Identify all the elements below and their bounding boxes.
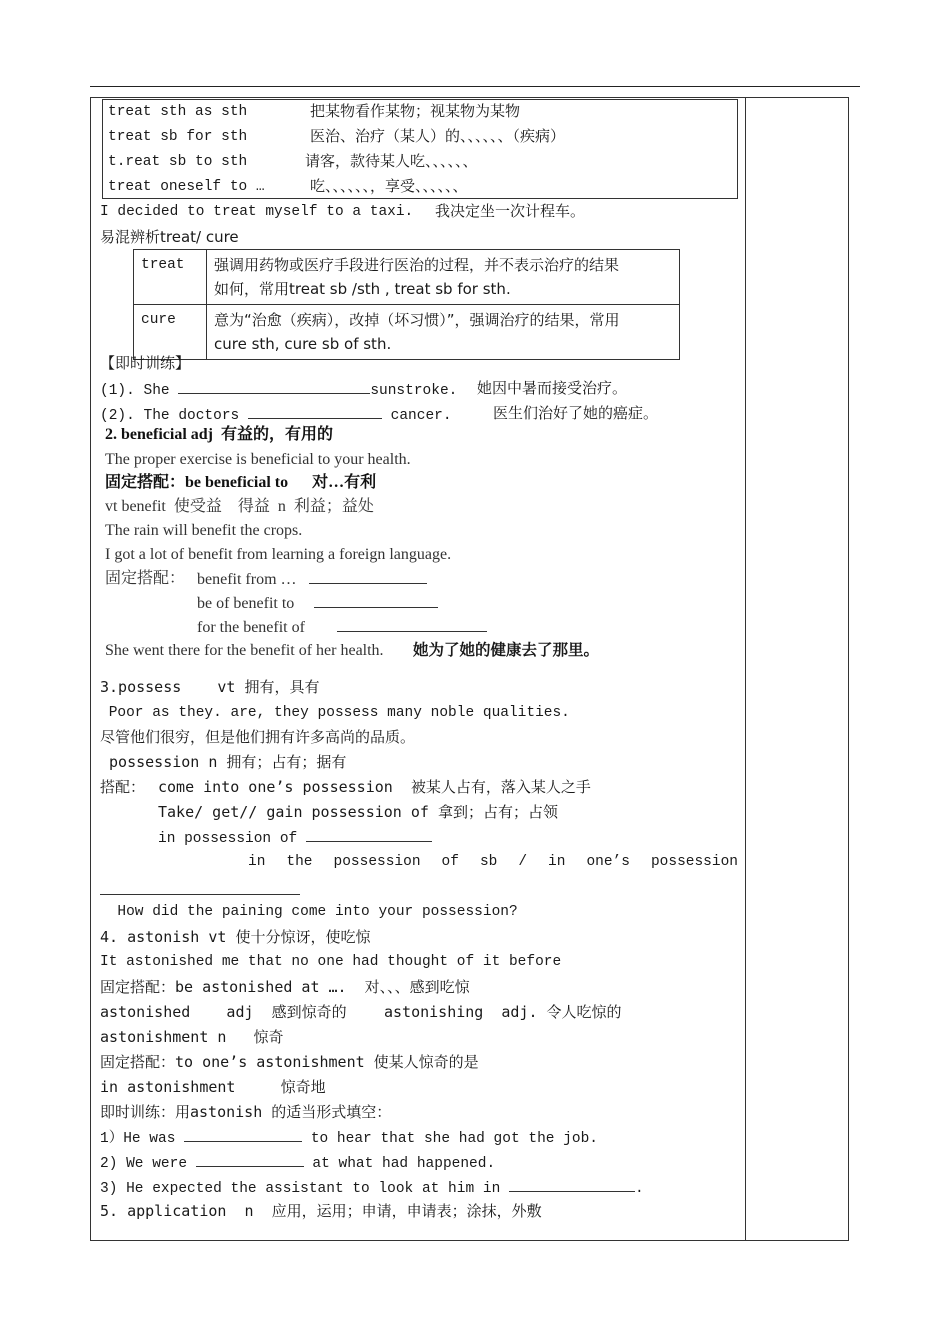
practice-q1-start: (1). She bbox=[100, 383, 170, 399]
astonish-p2-end: at what had happened. bbox=[312, 1156, 496, 1172]
possess-example-cn: 尽管他们很穷，但是他们拥有许多高尚的品质。 bbox=[100, 728, 416, 746]
beneficial-fixed-text: 固定搭配：be beneficial to 对…有利 bbox=[105, 474, 377, 491]
table-row bbox=[134, 250, 680, 305]
practice-q2-cn: 医生们治好了她的癌症。 bbox=[493, 404, 659, 422]
astonish-p2-start: 2) We were bbox=[100, 1156, 188, 1172]
practice-q2 bbox=[100, 404, 452, 426]
benefit-phrase-1 bbox=[197, 569, 427, 591]
possess-example: Poor as they. are, they possess many noble qualities. bbox=[100, 705, 570, 721]
astonish-practice-3 bbox=[100, 1177, 644, 1199]
astonish-practice-heading: 即时训练：用astonish 的适当形式填空： bbox=[100, 1103, 392, 1121]
answer-blank[interactable] bbox=[184, 1127, 302, 1142]
benefit-phrase-1-text: benefit from … bbox=[197, 571, 297, 588]
beneficial-example-4: She went there for the benefit of her health. bbox=[105, 642, 384, 659]
c4-word: in bbox=[248, 854, 266, 870]
astonish-example: It astonished me that no one had thought of it before bbox=[100, 954, 562, 970]
table-desc-treat-line2: 如何，常用treat sb /sth , treat sb for sth. bbox=[214, 280, 511, 298]
beneficial-heading bbox=[105, 425, 333, 447]
astonish-heading: 4. astonish vt 使十分惊讶，使吃惊 bbox=[100, 928, 371, 946]
astonishing-adj: astonishing adj. 令人吃惊的 bbox=[384, 1003, 622, 1021]
answer-blank[interactable] bbox=[196, 1152, 304, 1167]
treat-phrase-2-en: treat sb for sth bbox=[108, 129, 248, 145]
answer-blank[interactable] bbox=[306, 827, 432, 842]
treat-cure-table bbox=[133, 249, 680, 360]
beneficial-heading-text: 2. beneficial adj 有益的，有用的 bbox=[105, 426, 333, 443]
astonish-practice-2 bbox=[100, 1152, 495, 1174]
header-rule bbox=[90, 86, 860, 87]
answer-blank[interactable] bbox=[100, 880, 300, 895]
answer-blank[interactable] bbox=[337, 617, 487, 632]
treat-phrase-4-cn: 吃、、、、、、，享受、、、、、、 bbox=[310, 177, 468, 195]
astonish-p3-end: . bbox=[634, 1181, 644, 1197]
treat-phrase-3-en: t.reat sb to sth bbox=[108, 154, 248, 170]
possess-question: How did the paining come into your possession? bbox=[100, 904, 518, 920]
possess-collocation-1: come into one’s possession 被某人占有，落入某人之手 bbox=[158, 778, 591, 796]
table-desc-treat bbox=[207, 250, 680, 305]
astonish-fixed: 固定搭配：be astonished at …. 对、、、感到吃惊 bbox=[100, 978, 470, 996]
beneficial-example-4-cn: 她为了她的健康去了那里。 bbox=[413, 641, 600, 659]
taxi-example-cn: 我决定坐一次计程车。 bbox=[435, 202, 586, 220]
astonish-p3-start: 3) He expected the assistant to look at him in bbox=[100, 1181, 501, 1197]
c4-word: / bbox=[518, 854, 528, 870]
application-heading: 5. application n 应用，运用；申请，申请表；涂抹，外敷 bbox=[100, 1202, 542, 1220]
answer-blank[interactable] bbox=[314, 593, 438, 608]
c4-word: the bbox=[286, 854, 313, 870]
margin-column-divider bbox=[745, 97, 746, 1241]
astonish-practice-1 bbox=[100, 1127, 598, 1149]
astonish-p1-end: to hear that she had got the job. bbox=[310, 1131, 598, 1147]
practice-q1 bbox=[100, 379, 457, 401]
c4-word: possession bbox=[650, 854, 738, 870]
astonish-fixed-2: 固定搭配：to one’s astonishment 使某人惊奇的是 bbox=[100, 1053, 479, 1071]
treat-phrase-4-en: treat oneself to … bbox=[108, 179, 265, 195]
beneficial-fixed bbox=[105, 473, 376, 495]
benefit-phrase-2 bbox=[197, 593, 438, 615]
possession-noun: possession n 拥有；占有；据有 bbox=[100, 753, 347, 771]
answer-blank[interactable] bbox=[309, 569, 427, 584]
table-desc-treat-line1: 强调用药物或医疗手段进行医治的过程，并不表示治疗的结果 bbox=[214, 256, 620, 274]
taxi-example-en: I decided to treat myself to a taxi. bbox=[100, 204, 414, 220]
answer-blank[interactable] bbox=[509, 1177, 635, 1192]
possess-collocation-4 bbox=[248, 852, 738, 874]
treat-phrase-3-cn: 请客，款待某人吃、、、、、、 bbox=[305, 152, 478, 170]
treat-phrase-2-cn: 医治、治疗（某人）的、、、、、、（疾病） bbox=[310, 127, 566, 145]
table-row bbox=[134, 305, 680, 360]
possess-collocation-3-text: in possession of bbox=[158, 831, 298, 847]
possess-collocation-2: Take/ get// gain possession of 拿到；占有；占领 bbox=[158, 803, 558, 821]
confusion-title: 易混辨析treat/ cure bbox=[100, 228, 239, 246]
table-desc-cure-line1: 意为“治愈（疾病），改掉（坏习惯）”，强调治疗的结果，常用 bbox=[214, 311, 620, 329]
table-desc-cure-line2: cure sth, cure sb of sth. bbox=[214, 335, 392, 353]
c4-word: sb bbox=[479, 854, 498, 870]
practice-heading: 【即时训练】 bbox=[100, 354, 191, 372]
possess-collocation-label: 搭配： bbox=[100, 778, 146, 796]
treat-phrase-1-en: treat sth as sth bbox=[108, 104, 248, 120]
benefit-phrase-3-text: for the benefit of bbox=[197, 619, 305, 636]
benefit-phrase-2-text: be of benefit to bbox=[197, 595, 295, 612]
c4-word: of bbox=[441, 854, 459, 870]
possess-collocation-3 bbox=[158, 827, 432, 849]
possess-heading: 3.possess vt 拥有，具有 bbox=[100, 678, 320, 696]
c4-word: in bbox=[548, 854, 566, 870]
astonish-p1-start: 1）He was bbox=[100, 1131, 176, 1147]
astonishment-noun: astonishment n 惊奇 bbox=[100, 1028, 284, 1046]
benefit-vt: vt benefit 使受益 得益 n 利益；益处 bbox=[105, 498, 374, 515]
practice-q1-end: sunstroke. bbox=[370, 383, 458, 399]
beneficial-example-1: The proper exercise is beneficial to your health. bbox=[105, 451, 411, 468]
practice-q2-start: (2). The doctors bbox=[100, 408, 240, 424]
table-desc-cure bbox=[207, 305, 680, 360]
c4-word: one’s bbox=[586, 854, 630, 870]
answer-blank[interactable] bbox=[178, 379, 370, 394]
table-word-cure: cure bbox=[134, 305, 207, 360]
beneficial-example-2: The rain will benefit the crops. bbox=[105, 522, 303, 539]
benefit-phrase-3 bbox=[197, 617, 487, 639]
beneficial-example-3: I got a lot of benefit from learning a foreign language. bbox=[105, 546, 452, 563]
table-word-treat: treat bbox=[134, 250, 207, 305]
answer-blank[interactable] bbox=[248, 404, 382, 419]
treat-phrase-1-cn: 把某物看作某物；视某物为某物 bbox=[310, 102, 521, 120]
astonished-adj: astonished adj 感到惊奇的 bbox=[100, 1003, 347, 1021]
in-astonishment: in astonishment 惊奇地 bbox=[100, 1078, 326, 1096]
practice-q1-cn: 她因中暑而接受治疗。 bbox=[477, 379, 628, 397]
c4-word: possession bbox=[333, 854, 421, 870]
benefit-fixed-label: 固定搭配： bbox=[105, 570, 186, 587]
practice-q2-end: cancer. bbox=[390, 408, 452, 424]
